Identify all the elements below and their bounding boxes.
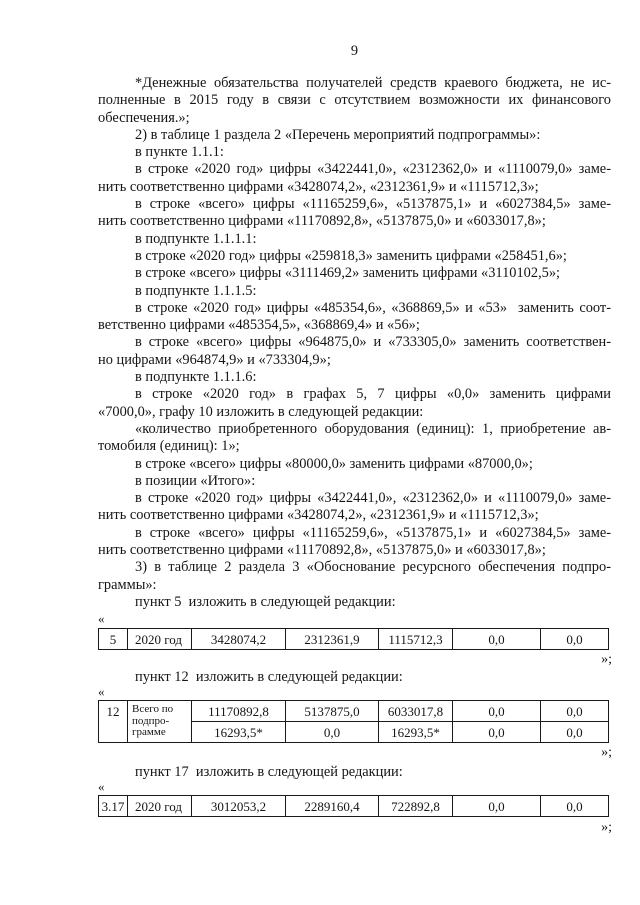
text-line: нить соответственно цифрами «11170892,8», «5137875,0» и «6033017,8»; (98, 213, 546, 230)
table-row (99, 796, 609, 817)
replacement-table-item-5 (98, 628, 609, 650)
text-line: в строке «2020 год» цифры «3422441,0», «2312362,0» и «1110079,0» заме- (135, 161, 611, 178)
text-line: в строке «всего» цифры «3111469,2» заменить цифрами «3110102,5»; (135, 265, 561, 282)
text-line: обеспечения.»; (98, 109, 190, 126)
text-line: нить соответственно цифрами «3428074,2», «2312361,9» и «1115712,3»; (98, 507, 539, 524)
opening-quote: « (98, 611, 105, 626)
table-cell: 16293,5* (379, 722, 453, 743)
table-cell-year: 2020 год (128, 796, 192, 817)
table-cell: 0,0 (453, 629, 541, 650)
opening-quote: « (98, 779, 105, 794)
page-number: 9 (350, 43, 359, 59)
table-cell: 5137875,0 (286, 701, 379, 722)
text-line: ветственно цифрами «485354,5», «368869,4» и «56»; (98, 317, 420, 334)
label-line: грамме (132, 726, 166, 738)
text-line: в строке «всего» цифры «964875,0» и «733305,0» заменить соответствен- (135, 334, 611, 351)
text-line: нить соответственно цифрами «3428074,2», «2312361,9» и «1115712,3»; (98, 178, 539, 195)
table-cell: 0,0 (541, 701, 609, 722)
table-cell: 1115712,3 (379, 629, 453, 650)
table-cell: 0,0 (453, 701, 541, 722)
text-line: 3) в таблице 2 раздела 3 «Обоснование ресурсного обеспечения подпро- (135, 559, 611, 576)
text-line: в строке «2020 год» цифры «3422441,0», «2312362,0» и «1110079,0» заме- (135, 490, 611, 507)
text-line: томобиля (единиц): 1»; (98, 438, 240, 455)
text-line: в подпункте 1.1.1.1: (135, 230, 257, 247)
text-line: в строке «всего» цифры «11165259,6», «5137875,1» и «6027384,5» заме- (135, 524, 611, 541)
table-cell: 0,0 (541, 796, 609, 817)
table-row (99, 629, 609, 650)
table-row (99, 701, 609, 722)
text-line: в подпункте 1.1.1.5: (135, 282, 257, 299)
table-cell: 16293,5* (192, 722, 286, 743)
text-line: в позиции «Итого»: (135, 472, 256, 489)
text-line: полненные в 2015 году в связи с отсутствием возможности их финансового (98, 92, 611, 109)
amendment-intro-12: пункт 12 изложить в следующей редакции: (135, 669, 403, 685)
text-line: в строке «всего» цифры «11165259,6», «5137875,1» и «6027384,5» заме- (135, 196, 611, 213)
replacement-table-item-12 (98, 700, 609, 743)
table-cell-number: 5 (99, 629, 128, 650)
text-line: в строке «2020 год» цифры «259818,3» заменить цифрами «258451,6»; (135, 247, 567, 264)
text-line: в строке «2020 год» цифры «485354,6», «368869,5» и «53» заменить соот- (135, 299, 611, 316)
label-line: подпро- (132, 714, 170, 727)
table-cell: 0,0 (541, 722, 609, 743)
text-line: в подпункте 1.1.1.6: (135, 369, 257, 386)
table-cell-number: 3.17 (99, 796, 128, 817)
opening-quote: « (98, 684, 105, 699)
text-line: нить соответственно цифрами «11170892,8», «5137875,0» и «6033017,8»; (98, 542, 546, 559)
amendment-intro-17: пункт 17 изложить в следующей редакции: (135, 764, 403, 780)
table-cell: 3428074,2 (192, 629, 286, 650)
document-body (98, 75, 611, 611)
amendment-intro-5: пункт 5 изложить в следующей редакции: (135, 593, 396, 610)
table-cell: 2312361,9 (286, 629, 379, 650)
closing-quote: »; (601, 652, 612, 667)
table-cell-number: 12 (99, 701, 128, 743)
text-line: «7000,0», графу 10 изложить в следующей редакции: (98, 403, 424, 420)
replacement-table-item-17 (98, 795, 609, 817)
table-cell: 0,0 (286, 722, 379, 743)
table-cell: 2289160,4 (286, 796, 379, 817)
table-cell: 0,0 (453, 796, 541, 817)
table-cell: 11170892,8 (192, 701, 286, 722)
closing-quote: »; (601, 745, 612, 760)
text-line: в строке «2020 год» в графах 5, 7 цифры «0,0» заменить цифрами (135, 386, 611, 403)
text-line: *Денежные обязательства получателей средств краевого бюджета, не ис- (135, 75, 611, 91)
label-line: Всего по (132, 703, 174, 715)
table-cell: 0,0 (453, 722, 541, 743)
text-line: в пункте 1.1.1: (135, 144, 224, 161)
table-cell: 3012053,2 (192, 796, 286, 817)
text-line: 2) в таблице 1 раздела 2 «Перечень мероприятий подпрограммы»: (135, 126, 541, 143)
table-cell: 722892,8 (379, 796, 453, 817)
table-cell-label (128, 701, 192, 743)
text-line: но цифрами «964874,9» и «733304,9»; (98, 351, 331, 368)
text-line: в строке «всего» цифры «80000,0» заменить цифрами «87000,0»; (135, 455, 533, 472)
closing-quote: »; (601, 820, 612, 835)
table-cell-year: 2020 год (128, 629, 192, 650)
table-cell: 0,0 (541, 629, 609, 650)
text-line: «количество приобретенного оборудования (единиц): 1, приобретение ав- (135, 420, 611, 437)
table-cell: 6033017,8 (379, 701, 453, 722)
text-line: граммы»: (98, 576, 157, 593)
